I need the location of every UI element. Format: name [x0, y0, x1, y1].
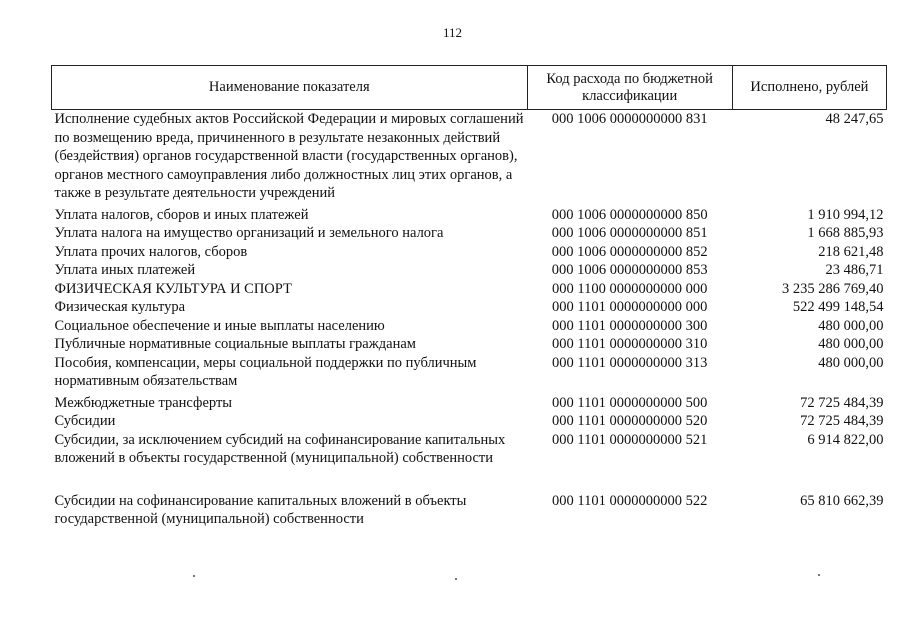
table-row: [52, 354, 887, 394]
table-header: [52, 66, 887, 110]
row-name: Уплата налогов, сборов и иных платежей: [54, 206, 309, 223]
table-row: [52, 298, 887, 317]
table-row: [52, 394, 887, 413]
scan-speck: [818, 574, 820, 576]
row-code: 000 1006 0000000000 831: [551, 111, 708, 127]
table-row: [52, 317, 887, 336]
row-code: 000 1006 0000000000 852: [551, 243, 708, 260]
row-code: 000 1101 0000000000 313: [552, 354, 708, 371]
header-executed-amount: Исполнено, рублей: [732, 66, 886, 110]
row-amount: 6 914 822,00: [807, 431, 884, 448]
row-name: Исполнение судебных актов Российской Федерации и мировых соглашений по возмещению вреда, причиненного в результате незаконных действий (бездействия) органов государственной власти (государственных органов), органов местного самоуправления либо должностных лиц этих органов, а также в результате деятельности учреждений: [54, 111, 524, 201]
row-name: Субсидии: [54, 413, 116, 429]
budget-expenditure-table: [51, 65, 887, 529]
row-name: Уплата иных платежей: [54, 262, 196, 278]
row-code: 000 1006 0000000000 851: [551, 225, 708, 241]
row-amount: 480 000,00: [818, 354, 884, 371]
table-row: [52, 206, 887, 225]
row-amount: 522 499 148,54: [792, 299, 884, 315]
row-name: Межбюджетные трансферты: [54, 394, 233, 411]
row-name: Пособия, компенсации, меры социальной поддержки по публичным нормативным обязательствам: [54, 354, 477, 389]
row-amount: 1 910 994,12: [807, 206, 884, 223]
row-amount: 23 486,71: [825, 262, 884, 278]
row-name: ФИЗИЧЕСКАЯ КУЛЬТУРА И СПОРТ: [54, 280, 292, 297]
table-row: [52, 224, 887, 243]
header-budget-code: Код расхода по бюджетной классификации: [527, 66, 732, 110]
row-amount: 480 000,00: [818, 317, 884, 334]
table-row-section: [52, 280, 887, 299]
row-code: 000 1101 0000000000 000: [552, 299, 708, 315]
row-amount: 72 725 484,39: [800, 413, 884, 429]
row-amount: 72 725 484,39: [800, 394, 884, 411]
table-row: [52, 492, 887, 529]
row-code: 000 1101 0000000000 521: [552, 431, 708, 448]
row-code: 000 1006 0000000000 853: [551, 262, 708, 278]
scan-speck: [455, 578, 457, 580]
row-name: Социальное обеспечение и иные выплаты населению: [54, 317, 385, 334]
table-body: [52, 110, 887, 529]
table-row: [52, 412, 887, 431]
scan-speck: [193, 575, 195, 577]
row-code: 000 1101 0000000000 310: [552, 336, 708, 352]
row-name: Уплата налога на имущество организаций и земельного налога: [54, 225, 444, 241]
row-name: Физическая культура: [54, 299, 186, 315]
row-name: Публичные нормативные социальные выплаты гражданам: [54, 336, 416, 352]
row-amount: 65 810 662,39: [800, 492, 884, 509]
row-name: Субсидии, за исключением субсидий на софинансирование капитальных вложений в объекты государственной (муниципальной) собственности: [54, 431, 506, 466]
row-code: 000 1101 0000000000 520: [552, 413, 708, 429]
page-number: 112: [442, 25, 463, 40]
row-code: 000 1006 0000000000 850: [551, 206, 708, 223]
row-amount: 3 235 286 769,40: [782, 280, 884, 297]
row-code: 000 1101 0000000000 522: [552, 492, 708, 509]
header-indicator-name: Наименование показателя: [52, 66, 528, 110]
row-code: 000 1100 0000000000 000: [552, 280, 708, 297]
row-amount: 218 621,48: [818, 243, 884, 260]
table-row: [52, 335, 887, 354]
row-name: Субсидии на софинансирование капитальных вложений в объекты государственной (муниципальной) собственности: [54, 492, 467, 527]
table-row: [52, 261, 887, 280]
row-amount: 48 247,65: [825, 111, 884, 127]
table-row: [52, 110, 887, 206]
row-name: Уплата прочих налогов, сборов: [54, 243, 248, 260]
table-row: [52, 243, 887, 262]
table-row: [52, 431, 887, 492]
row-code: 000 1101 0000000000 300: [552, 317, 708, 334]
row-amount: 480 000,00: [818, 336, 884, 352]
row-code: 000 1101 0000000000 500: [552, 394, 708, 411]
table-header-row: [52, 66, 887, 110]
row-amount: 1 668 885,93: [807, 225, 884, 241]
